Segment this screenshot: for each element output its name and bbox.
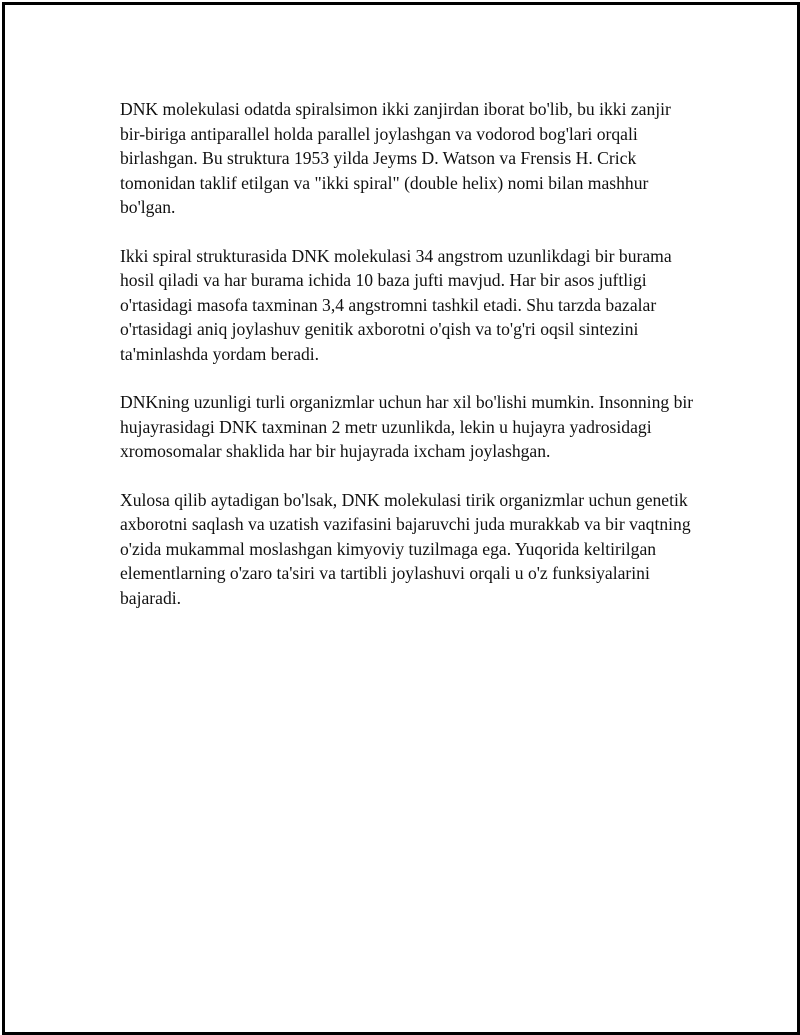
paragraph-double-helix-dimensions: Ikki spiral strukturasida DNK molekulasi 34 angstrom uzunlikdagi bir burama hosil qiladi va har burama ichida 10 baza jufti mavjud. Har bir asos juftligi o'rtasidagi masofa taxminan 3,4 angstromni tashkil etadi. Shu tarzda bazalar o'rtasidagi aniq joylashuv genitik axborotni o'qish va to'g'ri oqsil sintezini ta'minlashda yordam beradi. — [120, 245, 672, 364]
document-body — [120, 97, 695, 634]
paragraph-dna-structure: DNK molekulasi odatda spiralsimon ikki zanjirdan iborat bo'lib, bu ikki zanjir bir-biriga antiparallel holda parallel joylashgan va vodorod bog'lari orqali birlashgan. Bu struktura 1953 yilda Jeyms D. Watson va Frensis H. Crick tomonidan taklif etilgan va "ikki spiral" (double helix) nomi bilan mashhur bo'lgan. — [120, 99, 671, 217]
paragraph-conclusion: Xulosa qilib aytadigan bo'lsak, DNK molekulasi tirik organizmlar uchun genetik axborotni saqlash va uzatish vazifasini bajaruvchi juda murakkab va bir vaqtning o'zida mukammal moslashgan kimyoviy tuzilmaga ega. Yuqorida keltirilgan elementlarning o'zaro ta'siri va tartibli joylashuvi orqali u o'z funksiyalarini bajaradi. — [120, 489, 691, 608]
paragraph-dna-length: DNKning uzunligi turli organizmlar uchun har xil bo'lishi mumkin. Insonning bir hujayrasidagi DNK taxminan 2 metr uzunlikda, lekin u hujayra yadrosidagi xromosomalar shaklida har bir hujayrada ixcham joylashgan. — [120, 392, 694, 461]
page-frame — [2, 2, 800, 1035]
